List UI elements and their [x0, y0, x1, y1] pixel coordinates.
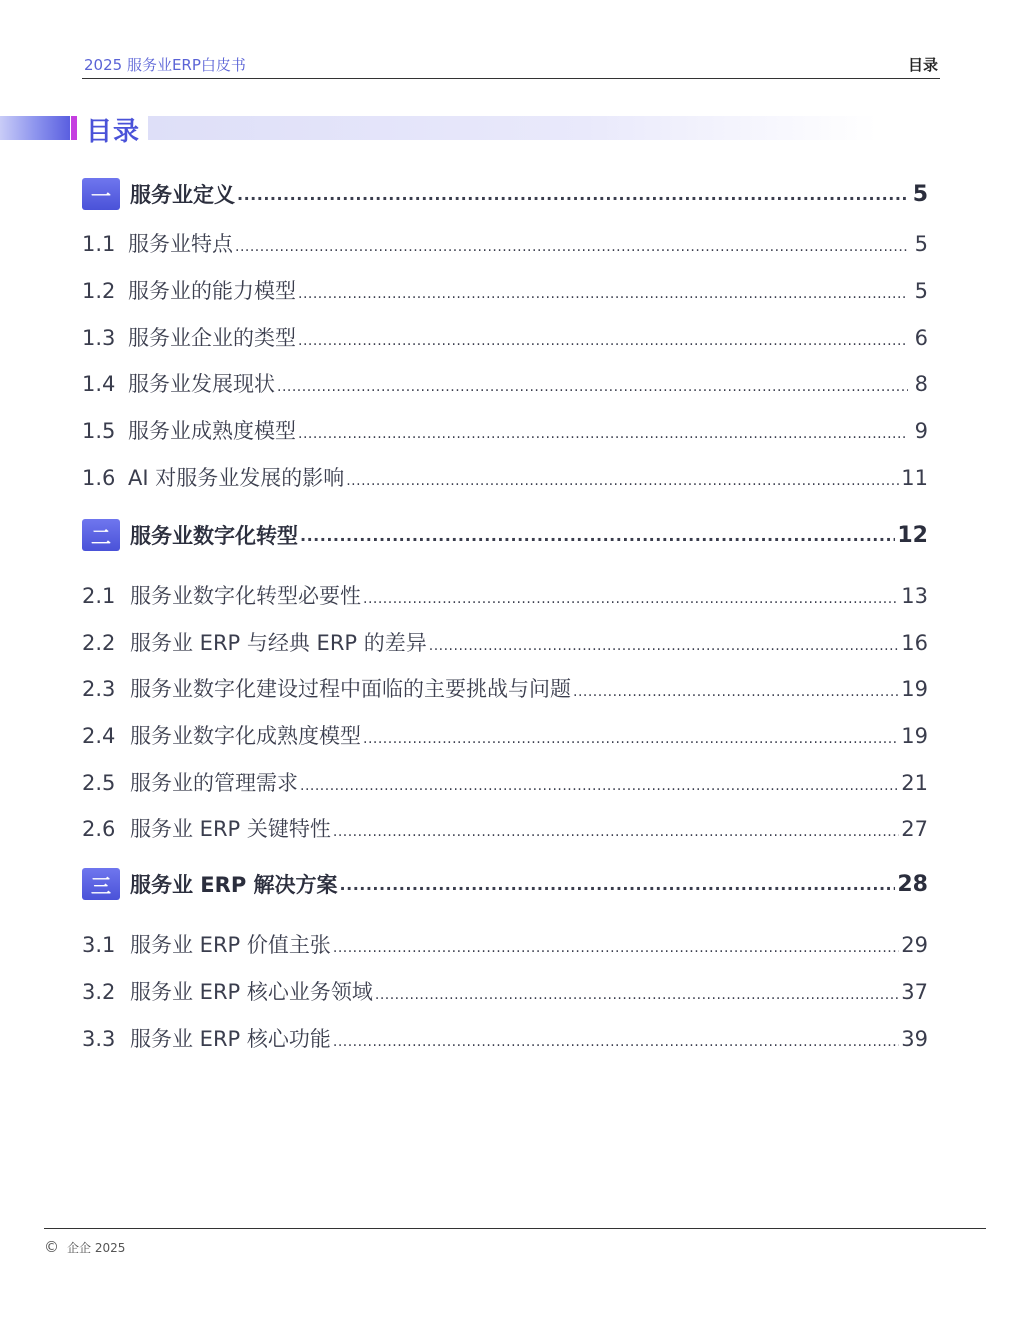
- entry-number: 2.2: [82, 631, 116, 655]
- entry-number: 1.4: [82, 372, 116, 396]
- page-number: 27: [901, 817, 928, 841]
- dot-leader: [333, 824, 899, 840]
- entry-number: 1.6: [82, 466, 116, 490]
- page-number: 37: [901, 980, 928, 1004]
- toc-entry-1-2[interactable]: [82, 275, 928, 305]
- chapter-badge: 二: [82, 519, 120, 551]
- dot-leader: [333, 1034, 899, 1050]
- dot-leader: [375, 987, 899, 1003]
- toc-entry-3-3[interactable]: [82, 1023, 928, 1053]
- entry-number: 2.6: [82, 817, 116, 841]
- page-number: 8: [914, 372, 928, 396]
- entry-number: 3.2: [82, 980, 116, 1004]
- toc-banner: [0, 110, 880, 146]
- entry-number: 2.1: [82, 584, 116, 608]
- page-number: 5: [912, 181, 928, 207]
- entry-title: 服务业 ERP 与经典 ERP 的差异: [130, 631, 427, 655]
- page-number: 19: [901, 724, 928, 748]
- dot-leader: [573, 684, 899, 700]
- dot-leader: [340, 875, 896, 894]
- page-number: 29: [901, 933, 928, 957]
- toc-entry-2-5[interactable]: [82, 767, 928, 797]
- toc-entry-2-1[interactable]: [82, 580, 928, 610]
- toc-heading: 目录: [86, 117, 141, 147]
- dot-leader: [298, 333, 908, 349]
- dot-leader: [363, 731, 899, 747]
- entry-title: 服务业特点: [128, 232, 233, 256]
- toc-entry-2-4[interactable]: [82, 720, 928, 750]
- page-number: 13: [901, 584, 928, 608]
- entry-number: 1.3: [82, 326, 116, 350]
- chapter-title: 服务业数字化转型: [130, 524, 298, 548]
- entry-number: 3.3: [82, 1027, 116, 1051]
- toc-entry-1-4[interactable]: [82, 368, 928, 398]
- toc-entry-2-2[interactable]: [82, 627, 928, 657]
- entry-number: 2.3: [82, 677, 116, 701]
- page-header: [82, 52, 940, 79]
- dot-leader: [346, 473, 899, 489]
- toc-entry-1-1[interactable]: [82, 228, 928, 258]
- page-number: 21: [901, 771, 928, 795]
- page-number: 12: [897, 522, 928, 548]
- entry-title: 服务业 ERP 核心功能: [130, 1027, 331, 1051]
- page-number: 39: [901, 1027, 928, 1051]
- chapter-title: 服务业定义: [130, 183, 235, 207]
- banner-background-strip: [148, 116, 878, 140]
- entry-title: 服务业的能力模型: [128, 279, 296, 303]
- entry-number: 3.1: [82, 933, 116, 957]
- toc-entry-1-3[interactable]: [82, 322, 928, 352]
- document-title: 2025 服务业ERP白皮书: [84, 56, 246, 74]
- entry-number: 2.5: [82, 771, 116, 795]
- page-number: 28: [897, 871, 928, 897]
- page-number: 19: [901, 677, 928, 701]
- dot-leader: [235, 239, 908, 255]
- page-footer: [44, 1238, 125, 1256]
- page-number: 5: [914, 232, 928, 256]
- toc-chapter-3[interactable]: [82, 868, 928, 900]
- dot-leader: [298, 286, 908, 302]
- copyright-icon: ©: [44, 1238, 59, 1256]
- entry-number: 1.5: [82, 419, 116, 443]
- banner-accent-bar: [71, 116, 77, 140]
- dot-leader: [429, 638, 900, 654]
- page-number: 16: [901, 631, 928, 655]
- toc-chapter-2[interactable]: [82, 519, 928, 551]
- entry-title: 服务业的管理需求: [130, 771, 298, 795]
- toc-entry-1-6[interactable]: [82, 462, 928, 492]
- dot-leader: [237, 185, 908, 204]
- entry-number: 1.1: [82, 232, 116, 256]
- footer-divider: [44, 1228, 986, 1229]
- entry-title: AI 对服务业发展的影响: [128, 466, 345, 490]
- page-number: 5: [914, 279, 928, 303]
- entry-title: 服务业数字化转型必要性: [130, 584, 361, 608]
- page-number: 6: [914, 326, 928, 350]
- dot-leader: [300, 526, 895, 545]
- chapter-title: 服务业 ERP 解决方案: [130, 873, 338, 897]
- page-number: 11: [901, 466, 928, 490]
- entry-title: 服务业 ERP 核心业务领域: [130, 980, 373, 1004]
- toc-chapter-1[interactable]: [82, 178, 928, 210]
- dot-leader: [300, 778, 899, 794]
- entry-title: 服务业 ERP 价值主张: [130, 933, 331, 957]
- page-number: 9: [914, 419, 928, 443]
- entry-title: 服务业数字化建设过程中面临的主要挑战与问题: [130, 677, 571, 701]
- toc-entry-3-1[interactable]: [82, 929, 928, 959]
- dot-leader: [333, 940, 899, 956]
- toc-entry-2-6[interactable]: [82, 813, 928, 843]
- entry-title: 服务业发展现状: [128, 372, 275, 396]
- banner-gradient: [0, 116, 70, 140]
- toc-entry-3-2[interactable]: [82, 976, 928, 1006]
- chapter-badge: 三: [82, 868, 120, 900]
- entry-title: 服务业 ERP 关键特性: [130, 817, 331, 841]
- entry-title: 服务业数字化成熟度模型: [130, 724, 361, 748]
- entry-title: 服务业成熟度模型: [128, 419, 296, 443]
- dot-leader: [298, 426, 908, 442]
- toc-entry-1-5[interactable]: [82, 415, 928, 445]
- chapter-badge: 一: [82, 178, 120, 210]
- footer-text: 企企 2025: [67, 1240, 126, 1255]
- section-name: 目录: [907, 56, 938, 74]
- entry-number: 1.2: [82, 279, 116, 303]
- dot-leader: [363, 591, 899, 607]
- toc-entry-2-3[interactable]: [82, 673, 928, 703]
- entry-title: 服务业企业的类型: [128, 326, 296, 350]
- entry-number: 2.4: [82, 724, 116, 748]
- dot-leader: [277, 379, 908, 395]
